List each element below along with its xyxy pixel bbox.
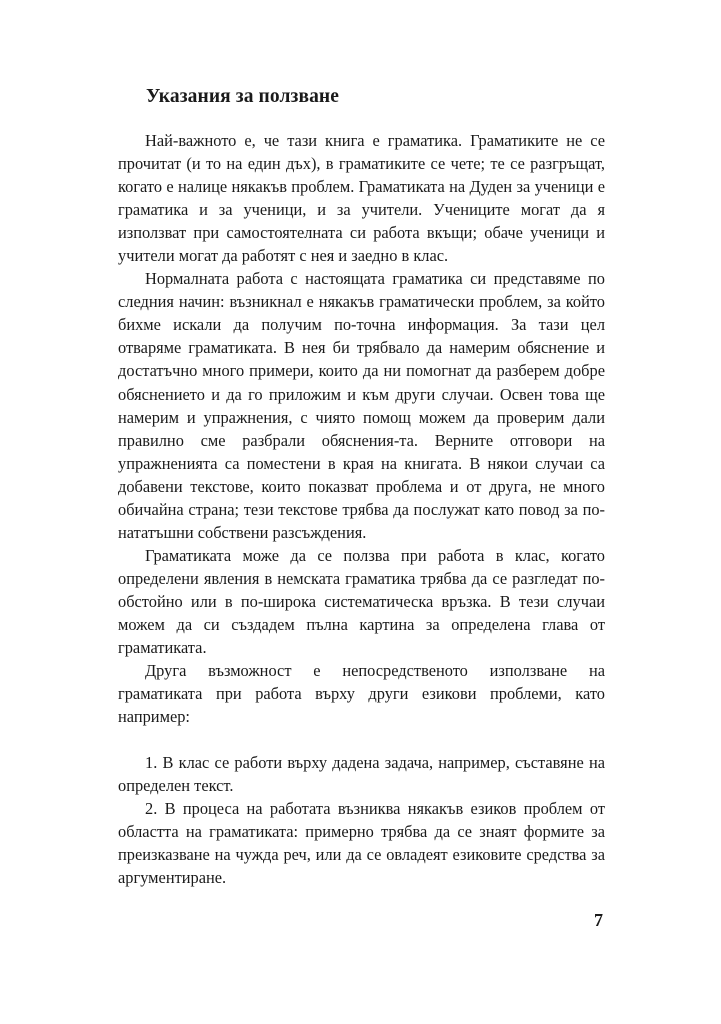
paragraph-3: Граматиката може да се ползва при работа в клас, когато определени явления в немската граматика трябва да се разгледат по-обстойно или в по-широка систематическа връзка. В тези случаи можем да си създадем пълна картина за определена глава от граматиката.	[118, 545, 605, 658]
body-text	[118, 129, 605, 890]
paragraph-2: Нормалната работа с настоящата граматика си представяме по следния начин: възникнал е някакъв граматически проблем, за който бихме искали да получим по-точна информация. За тази цел отваряме граматиката. В нея би трябвало да намерим обяснение и достатъчно много примери, които да ни помогнат да разберем добре обяснението и да го приложим и към други случаи. Освен това ще намерим и упражнения, с чиято помощ можем да проверим дали правилно сме разбрали обяснения-та. Верните отговори на упражненията са поместени в края на книгата. В някои случаи са добавени текстове, които показват проблема и от друга, не много обичайна страна; тези текстове трябва да послужат като повод за по-нататъшни собствени разсъждения.	[118, 269, 605, 542]
section-heading: Указания за ползване	[146, 86, 340, 107]
list-item-2: 2. В процеса на работата възниква някакъв езиков проблем от областта на граматиката: примерно трябва да се знаят формите за преизказване на чужда реч, или да се овладеят езиковите средства за аргументиране.	[118, 799, 605, 888]
page-number: 7	[594, 910, 603, 930]
blank-line	[118, 728, 605, 751]
paragraph-4: Друга възможност е непосредственото използване на граматиката при работа върху други езикови проблеми, като например:	[118, 661, 605, 727]
list-item-1: 1. В клас се работи върху дадена задача, например, съставяне на определен текст.	[118, 753, 605, 796]
paragraph-1: Най-важното е, че тази книга е граматика. Граматиките не се прочитат (и то на един дъх), в граматиките се четe; те се разгръщат, когато е налице някакъв проблем. Граматиката на Дуден за ученици е граматика и за ученици, и за учители. Учениците могат да я използват при самостоятелната си работа вкъщи; обаче ученици и учители могат да работят с нея и заедно в клас.	[118, 131, 605, 266]
